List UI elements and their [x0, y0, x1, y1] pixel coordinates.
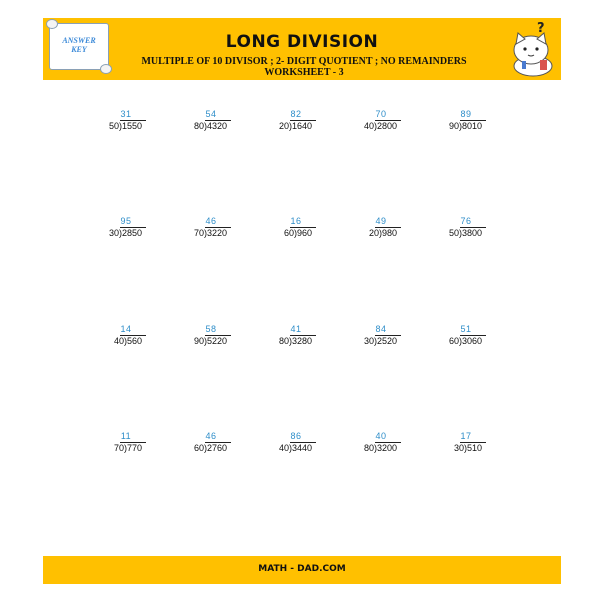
quotient-answer: 31: [120, 109, 132, 119]
quotient-answer: 70: [375, 109, 387, 119]
division-problem: [268, 216, 324, 256]
quotient-answer: 76: [460, 216, 472, 226]
quotient-answer: 54: [205, 109, 217, 119]
subtitle-line1: MULTIPLE OF 10 DIVISOR ; 2- DIGIT QUOTIENT ; NO REMAINDERS: [141, 56, 467, 67]
worksheet-subtitle: [111, 56, 497, 78]
division-problem: [183, 216, 239, 256]
division-expression: 40)3440: [278, 443, 312, 453]
quotient-answer: 16: [290, 216, 302, 226]
header-banner: [43, 18, 561, 80]
division-problem: [98, 324, 154, 364]
division-expression: 80)3200: [363, 443, 397, 453]
answer-key-line2: KEY: [71, 45, 87, 54]
division-problem: [268, 324, 324, 364]
quotient-answer: 46: [205, 216, 217, 226]
quotient-answer: 82: [290, 109, 302, 119]
quotient-answer: 51: [460, 324, 472, 334]
footer-banner: [43, 556, 561, 584]
division-problem: [268, 431, 324, 471]
division-problem: [98, 109, 154, 149]
subtitle-line2: WORKSHEET - 3: [264, 67, 344, 78]
answer-key-line1: ANSWER: [62, 36, 96, 45]
quotient-answer: 89: [460, 109, 472, 119]
division-problem: [353, 324, 409, 364]
division-problem: [438, 216, 494, 256]
division-problem: [353, 431, 409, 471]
division-expression: 70)3220: [193, 228, 227, 238]
division-problem: [183, 109, 239, 149]
quotient-answer: 17: [460, 431, 472, 441]
division-expression: 40)560: [113, 336, 142, 346]
quotient-answer: 46: [205, 431, 217, 441]
division-problem: [353, 216, 409, 256]
worksheet-title: LONG DIVISION: [225, 32, 379, 52]
division-expression: 20)1640: [278, 121, 312, 131]
division-problem: [438, 109, 494, 149]
division-problem: [268, 109, 324, 149]
quotient-answer: 86: [290, 431, 302, 441]
division-problem: [98, 216, 154, 256]
division-expression: 60)960: [283, 228, 312, 238]
division-expression: 80)3280: [278, 336, 312, 346]
quotient-answer: 49: [375, 216, 387, 226]
division-problem: [353, 109, 409, 149]
division-expression: 20)980: [368, 228, 397, 238]
svg-text:?: ?: [537, 21, 545, 36]
footer-site: MATH - DAD.COM: [258, 564, 346, 574]
division-expression: 60)2760: [193, 443, 227, 453]
division-problem: [98, 431, 154, 471]
division-expression: 30)2520: [363, 336, 397, 346]
quotient-answer: 95: [120, 216, 132, 226]
division-expression: 60)3060: [448, 336, 482, 346]
division-expression: 40)2800: [363, 121, 397, 131]
quotient-answer: 41: [290, 324, 302, 334]
quotient-answer: 11: [120, 431, 132, 441]
division-expression: 50)1550: [108, 121, 142, 131]
division-expression: 80)4320: [193, 121, 227, 131]
division-expression: 90)8010: [448, 121, 482, 131]
quotient-answer: 40: [375, 431, 387, 441]
division-expression: 50)3800: [448, 228, 482, 238]
division-expression: 30)510: [453, 443, 482, 453]
quotient-answer: 14: [120, 324, 132, 334]
division-expression: 30)2850: [108, 228, 142, 238]
division-problem: [438, 324, 494, 364]
division-problem: [183, 431, 239, 471]
division-problem: [438, 431, 494, 471]
division-problem: [183, 324, 239, 364]
quotient-answer: 58: [205, 324, 217, 334]
quotient-answer: 84: [375, 324, 387, 334]
thinking-cat-icon: [507, 20, 559, 78]
division-expression: 90)5220: [193, 336, 227, 346]
division-expression: 70)770: [113, 443, 142, 453]
